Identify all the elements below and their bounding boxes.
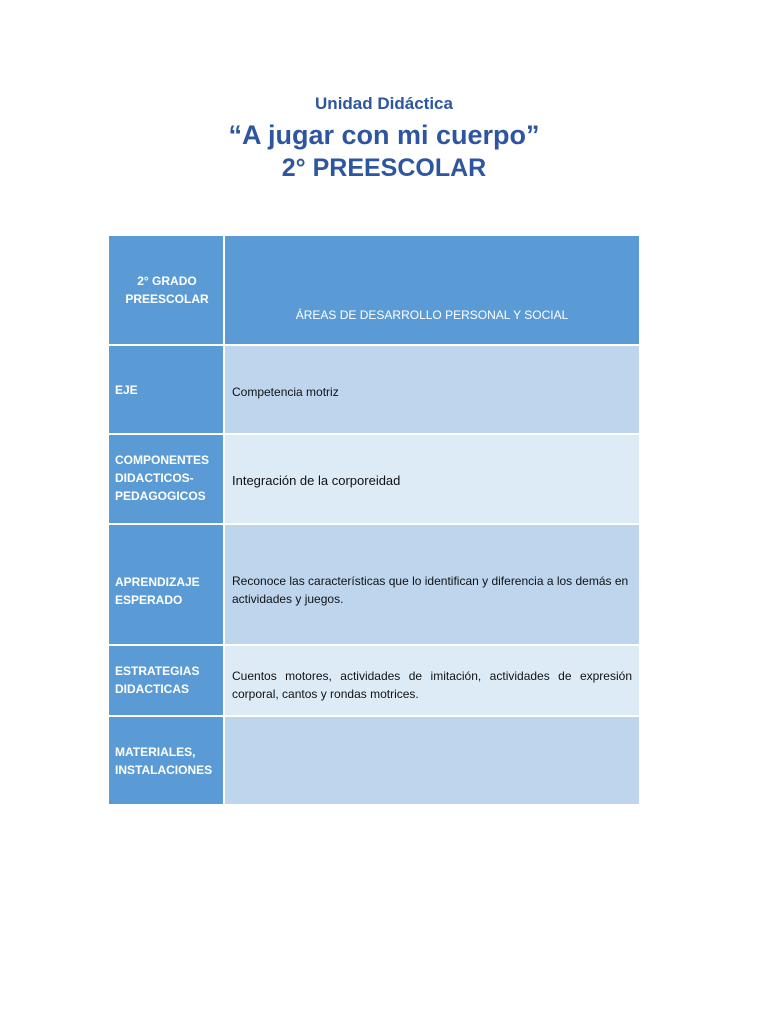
area-header: ÁREAS DE DESARROLLO PERSONAL Y SOCIAL (295, 308, 569, 322)
area-header-cell (224, 235, 640, 345)
document-subtitle: Unidad Didáctica (315, 94, 453, 113)
table-row (108, 524, 640, 645)
grade-label: 2° GRADO PREESCOLAR (125, 274, 209, 306)
row-label-estrategias: ESTRATEGIAS DIDACTICAS (108, 645, 224, 716)
row-value-eje: Competencia motriz (224, 345, 640, 434)
row-value-estrategias: Cuentos motores, actividades de imitación, actividades de expresión corporal, cantos y rondas motrices. (224, 645, 640, 716)
row-value-aprendizaje: Reconoce las características que lo identifican y diferencia a los demás en actividades y juegos. (224, 524, 640, 645)
table-header-row (108, 235, 640, 345)
row-label-componentes: COMPONENTES DIDACTICOS-PEDAGOGICOS (108, 434, 224, 524)
grade-label-cell (108, 235, 224, 345)
row-value-componentes: Integración de la corporeidad (224, 434, 640, 524)
didactic-unit-table (107, 234, 641, 806)
table-row (108, 345, 640, 434)
document-header (0, 92, 768, 184)
row-value-materiales (224, 716, 640, 805)
table-row (108, 645, 640, 716)
table-row (108, 716, 640, 805)
table-row (108, 434, 640, 524)
row-label-materiales: MATERIALES, INSTALACIONES (108, 716, 224, 805)
document-title: “A jugar con mi cuerpo” (228, 120, 540, 150)
row-label-aprendizaje: APRENDIZAJE ESPERADO (108, 524, 224, 645)
row-label-eje: EJE (108, 345, 224, 434)
document-grade: 2° PREESCOLAR (281, 154, 487, 182)
